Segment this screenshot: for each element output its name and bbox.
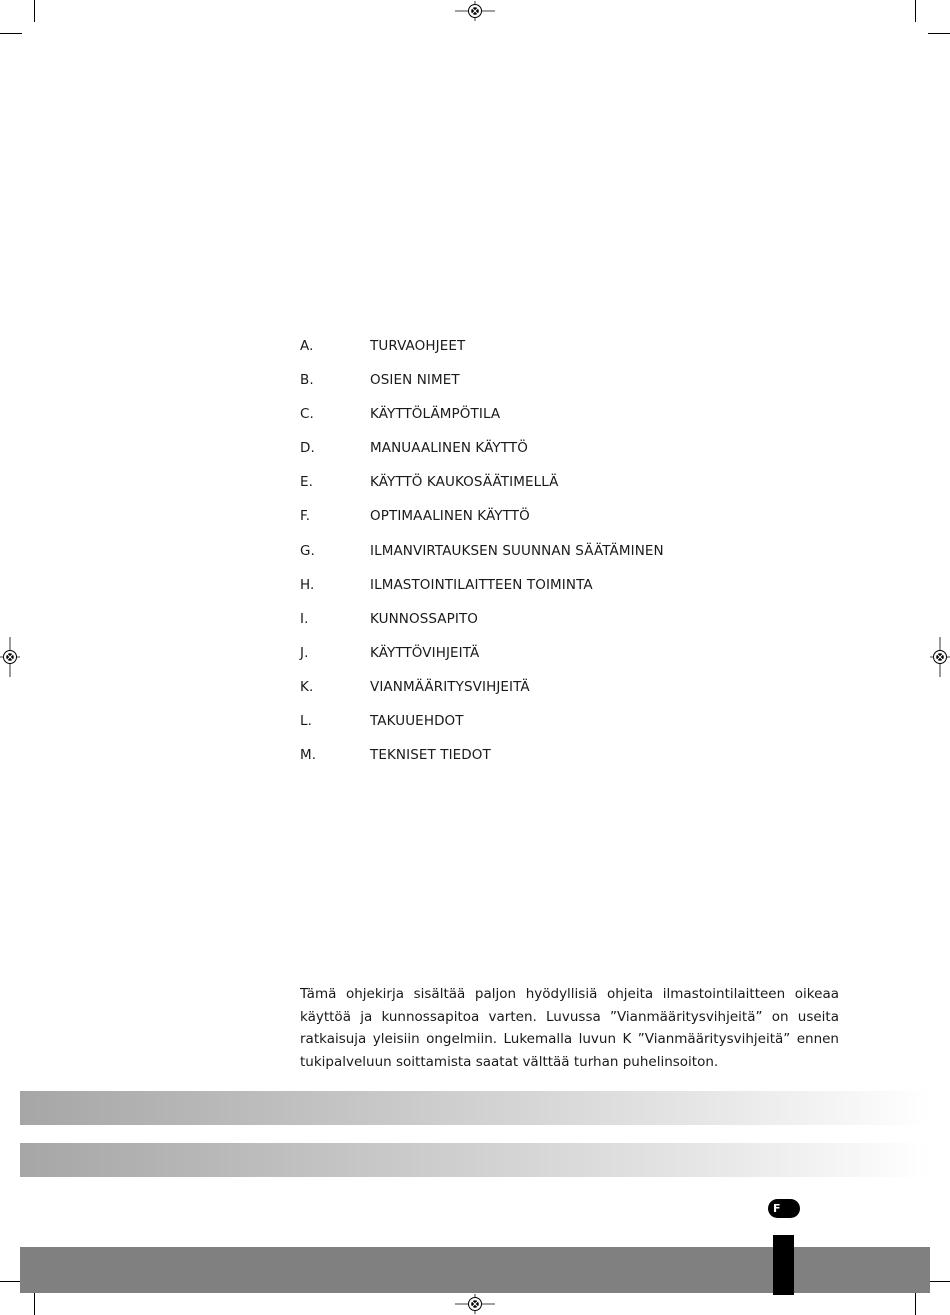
toc-title: ILMANVIRTAUKSEN SUUNNAN SÄÄTÄMINEN [370,542,664,559]
toc-letter: G. [300,542,315,559]
toc-item-c [300,405,800,439]
toc-item-i [300,610,800,644]
toc-item-g [300,542,800,576]
toc-letter: H. [300,576,315,593]
toc-letter: F. [300,508,311,525]
toc-letter: E. [300,474,314,491]
crop-mark-top-right-h [928,33,950,34]
registration-mark-bottom-icon [455,1294,495,1314]
gradient-band-bottom [20,1143,930,1177]
toc-title: KÄYTTÖ KAUKOSÄÄTIMELLÄ [370,474,559,491]
toc-item-m [300,746,800,780]
toc-title: KÄYTTÖLÄMPÖTILA [370,406,501,423]
toc-title: TEKNISET TIEDOT [370,747,491,764]
toc-title: TAKUUEHDOT [370,713,464,730]
toc-letter: M. [300,747,317,764]
language-badge: F [768,1199,800,1218]
toc-item-a [300,337,800,371]
intro-paragraph: Tämä ohjekirja sisältää paljon hyödyllisiä ohjeita ilmastointilaitteen oikeaa käyttöä ja kunnossapitoa varten. Luvussa ”Vianmääritysvihjeitä” on useita ratkaisuja yleisiin ongelmiin. Lukemalla luvun K ”Vianmääritysvihjeitä” ennen tukipalveluun soittamista saatat välttää turhan puhelinsoiton. [300,986,839,1070]
toc-item-k [300,678,800,712]
crop-mark-bottom-right-h [928,1281,950,1282]
toc-title: KUNNOSSAPITO [370,610,479,627]
page-tab-marker [773,1235,794,1295]
registration-mark-left-icon [0,637,20,677]
crop-mark-top-right [915,0,916,22]
toc-title: TURVAOHJEET [370,338,466,354]
toc-item-h [300,576,800,610]
toc-title: OSIEN NIMET [370,372,460,389]
toc-title: ILMASTOINTILAITTEEN TOIMINTA [370,576,593,593]
registration-mark-right-icon [930,637,950,677]
toc-item-l [300,712,800,746]
toc-letter: D. [300,440,315,457]
toc-title: MANUAALINEN KÄYTTÖ [370,440,528,457]
crop-mark-bottom-right [915,1293,916,1315]
registration-mark-top-icon [455,1,495,21]
toc-letter: B. [300,372,314,389]
gradient-band-top [20,1091,930,1125]
table-of-contents [300,337,800,780]
toc-title: OPTIMAALINEN KÄYTTÖ [370,508,530,525]
crop-mark-bottom-left [34,1293,35,1315]
toc-item-d [300,439,800,473]
toc-item-f [300,507,800,541]
toc-title: VIANMÄÄRITYSVIHJEITÄ [370,678,530,695]
toc-letter: C. [300,406,314,423]
toc-title: KÄYTTÖVIHJEITÄ [370,644,480,661]
crop-mark-top-left [34,0,35,22]
toc-letter: L. [300,713,313,730]
toc-item-b [300,371,800,405]
toc-letter: I. [300,610,309,627]
toc-item-j [300,644,800,678]
toc-letter: J. [300,644,309,661]
toc-item-e [300,473,800,507]
crop-mark-bottom-left-h [0,1281,22,1282]
crop-mark-top-left-h [0,33,22,34]
toc-letter: K. [300,678,314,695]
toc-letter: A. [300,338,314,354]
